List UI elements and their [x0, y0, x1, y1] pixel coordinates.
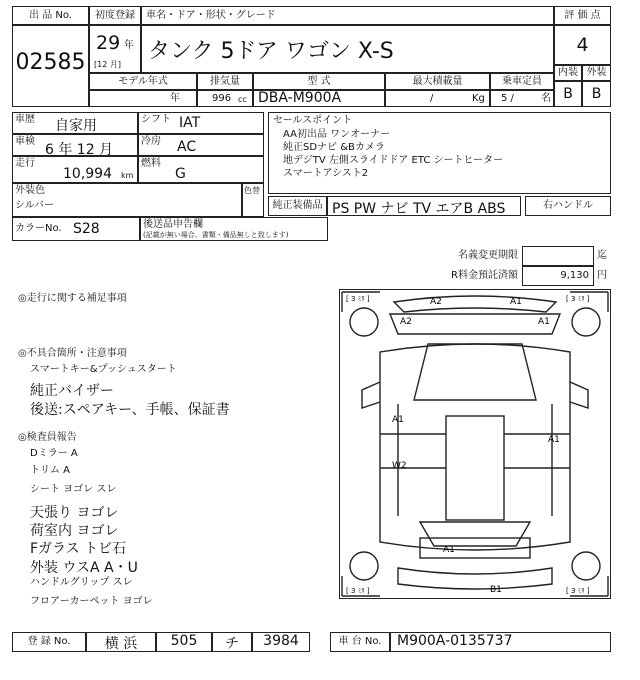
first-reg-label: 初度登録: [95, 10, 135, 21]
sales-point-line: AA初出品 ワンオーナー: [283, 129, 391, 140]
mileage-unit: km: [121, 171, 134, 180]
history-cell: [12, 112, 138, 134]
damage-mark: A1: [538, 317, 550, 327]
capacity-unit: 名: [541, 93, 551, 104]
inspector-item: 荷室内 ヨゴレ: [30, 523, 119, 539]
displacement-label-cell: [197, 73, 253, 90]
first-reg-year: 29: [96, 32, 121, 54]
lot-number-cell: [12, 25, 89, 107]
reg-number: 3984: [263, 633, 299, 649]
recycle-unit: 円: [597, 270, 607, 281]
type-value: DBA-M900A: [258, 90, 342, 106]
equipment-value: PS PW ナビ TV エアB ABS: [332, 201, 506, 217]
lot-label-cell: [12, 6, 89, 25]
mileage-value: 10,994: [63, 166, 112, 182]
reg-class-cell: [156, 632, 212, 652]
defects-title: ◎不具合箇所・注意事項: [18, 348, 127, 359]
type-label-cell: [253, 73, 385, 90]
equipment-label-cell: [268, 196, 327, 216]
mileage-cell: [12, 156, 138, 183]
color-change-label: 色替: [244, 186, 260, 195]
inspection-value: 6 年 12 月: [45, 142, 114, 158]
type-label: 型 式: [307, 76, 331, 87]
tire-depth-label: [ 3 ﾐﾘ ]: [346, 587, 370, 595]
inspector-title: ◎検査員報告: [18, 432, 77, 443]
sales-point-line: 純正SDナビ &Bカメラ: [283, 142, 385, 153]
fuel-label: 燃料: [141, 158, 161, 169]
score-label-cell: [554, 6, 611, 25]
displacement-label: 排気量: [210, 76, 240, 87]
color-no-label: カラーNo.: [15, 223, 62, 234]
exterior-label-cell: [582, 65, 611, 81]
chassis-label: 車 台 No.: [338, 636, 382, 647]
inspector-item: 天張り ヨゴレ: [30, 505, 119, 521]
score-cell: [554, 25, 611, 65]
fuel-cell: [138, 156, 264, 183]
model-year-cell: [89, 90, 197, 107]
equipment-label: 純正装備品: [272, 200, 323, 211]
ext-color-label: 外装色: [15, 185, 45, 196]
inspector-item: ハンドルグリップ スレ: [30, 577, 133, 588]
inspection-cell: [12, 134, 138, 156]
first-reg-month: [12 月]: [94, 60, 121, 69]
inspector-item: 外装 ウスA A・U: [30, 560, 138, 576]
color-change-cell: [242, 183, 264, 217]
sales-points-box: [268, 112, 611, 194]
inspector-item: シート ヨゴレ スレ: [30, 484, 117, 495]
reg-label: 登 録 No.: [27, 636, 71, 647]
sales-points-title: セールスポイント: [273, 115, 353, 126]
shift-value: IAT: [179, 115, 201, 131]
damage-mark: A1: [510, 297, 522, 307]
history-label: 車歴: [15, 114, 35, 125]
fuel-value: G: [175, 166, 186, 182]
reg-number-cell: [252, 632, 310, 652]
capacity-value: 5 /: [501, 93, 514, 104]
name-change-box: [522, 246, 594, 266]
ac-label: 冷房: [141, 136, 161, 147]
name-change-label: 名義変更期限: [458, 250, 518, 261]
steering-value: 右ハンドル: [543, 200, 593, 211]
sales-point-line: スマートアシスト2: [283, 168, 369, 179]
max-load-cell: [385, 90, 490, 107]
model-label: 車名・ドア・形状・グレード: [146, 10, 276, 21]
recycle-label: R料金預託済額: [451, 270, 518, 281]
car-name-cell: [141, 25, 554, 73]
steering-cell: [525, 196, 611, 216]
max-load-value: /: [430, 93, 434, 104]
interior-label: 内装: [558, 67, 578, 78]
ext-color-cell: [12, 183, 242, 217]
damage-mark: B1: [490, 585, 502, 595]
ext-color-value: シルバー: [15, 200, 55, 211]
color-no-value: S28: [73, 221, 100, 237]
capacity-label-cell: [490, 73, 554, 90]
tire-depth-label: [ 3 ﾐﾘ ]: [566, 295, 590, 303]
damage-mark: A2: [430, 297, 442, 307]
max-load-unit: Kg: [472, 93, 485, 104]
reg-kana-cell: [212, 632, 252, 652]
lot-number: 02585: [15, 50, 86, 75]
defect-item: 純正バイザー: [30, 383, 114, 399]
recycle-value: 9,130: [560, 270, 589, 281]
interior-score-cell: [554, 81, 582, 107]
driving-notes-title: ◎走行に関する補足事項: [18, 293, 127, 304]
history-value: 自家用: [55, 118, 97, 134]
reg-class: 505: [170, 633, 198, 649]
tire-depth-label: [ 3 ﾐﾘ ]: [346, 295, 370, 303]
ac-cell: [138, 134, 264, 156]
defect-item: 後送:スペアキー、手帳、保証書: [30, 402, 230, 418]
reg-area: 横 浜: [104, 636, 138, 652]
exterior-score: B: [591, 86, 602, 102]
reg-kana: チ: [225, 636, 239, 652]
model-label-cell: [141, 6, 554, 25]
displacement-value: 996: [212, 93, 232, 104]
overall-score: 4: [576, 34, 589, 56]
car-name: タンク 5ドア ワゴン X-S: [148, 39, 394, 64]
ac-value: AC: [177, 139, 197, 155]
capacity-label: 乗車定員: [502, 76, 542, 87]
chassis-value: M900A-0135737: [397, 633, 513, 649]
interior-score: B: [563, 86, 573, 102]
equipment-cell: [327, 196, 521, 216]
exterior-score-cell: [582, 81, 611, 107]
damage-mark: W2: [392, 461, 407, 471]
model-year-label-cell: [89, 73, 197, 90]
defect-item: スマートキー&プッシュスタート: [30, 364, 177, 375]
recycle-box: [522, 266, 594, 286]
max-load-label: 最大積載量: [412, 76, 463, 87]
damage-mark: A1: [392, 415, 404, 425]
lot-label: 出 品 No.: [29, 10, 72, 21]
reg-area-cell: [86, 632, 156, 652]
type-cell: [253, 90, 385, 107]
inspector-item: トリム A: [30, 465, 71, 476]
tire-depth-label: [ 3 ﾐﾘ ]: [566, 587, 590, 595]
chassis-cell: [390, 632, 611, 652]
inspector-item: フロアーカーペット ヨゴレ: [30, 596, 153, 607]
damage-mark: A1: [548, 435, 560, 445]
aftermarket-note: (記載が無い場合、書類・備品無しと致します): [143, 231, 289, 239]
car-diagram-svg: [340, 290, 610, 598]
exterior-label: 外装: [586, 67, 607, 78]
capacity-cell: [490, 90, 554, 107]
interior-label-cell: [554, 65, 582, 81]
score-label: 評 価 点: [564, 10, 601, 21]
shift-label: シフト: [141, 114, 171, 125]
sales-point-line: 地デジTV 左側スライドドア ETC シートヒーター: [283, 155, 504, 166]
displacement-unit: cc: [238, 95, 247, 104]
name-change-suffix: 迄: [597, 250, 607, 261]
chassis-label-cell: [330, 632, 390, 652]
inspector-item: Fガラス トビ石: [30, 541, 127, 557]
damage-mark: A1: [443, 545, 455, 555]
reg-label-cell: [12, 632, 86, 652]
first-reg-cell: [89, 25, 141, 73]
displacement-cell: [197, 90, 253, 107]
max-load-label-cell: [385, 73, 490, 90]
inspector-item: Dミラー A: [30, 448, 78, 459]
car-diagram: [339, 289, 611, 599]
first-reg-label-cell: [89, 6, 141, 25]
inspection-label: 車検: [15, 136, 35, 147]
damage-mark: A2: [400, 317, 412, 327]
aftermarket-cell: [140, 217, 328, 241]
year-unit: 年: [124, 40, 134, 51]
model-year-label: モデル年式: [118, 76, 168, 87]
aftermarket-label: 後送品申告欄: [143, 219, 203, 230]
mileage-label: 走行: [15, 158, 35, 169]
model-year-value: 年: [170, 93, 180, 104]
color-no-cell: [12, 217, 140, 241]
shift-cell: [138, 112, 264, 134]
